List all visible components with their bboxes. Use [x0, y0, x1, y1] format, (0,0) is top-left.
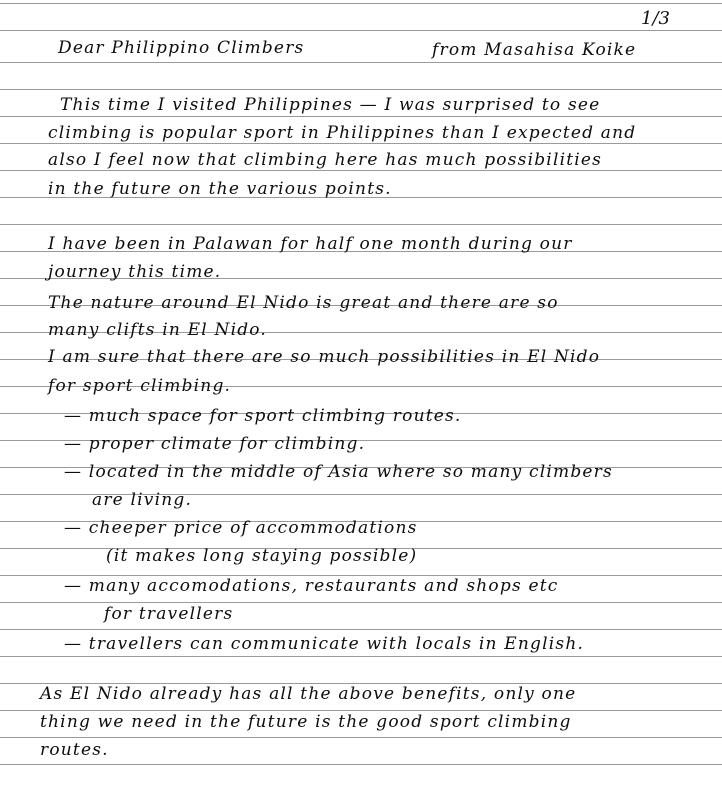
bullet-line-1: — much space for sport climbing routes. — [64, 406, 462, 426]
paragraph2-line-2: journey this time. — [48, 262, 222, 282]
paragraph1-line-2: climbing is popular sport in Philippines than I expected and — [48, 123, 637, 143]
bullet-line-5: — cheeper price of accommodations — [64, 518, 418, 538]
paragraph2-line-6: for sport climbing. — [48, 376, 232, 396]
bullet-line-3: — located in the middle of Asia where so many climbers — [64, 462, 613, 482]
paragraph1-line-1: This time I visited Philippines — I was surprised to see — [60, 95, 601, 115]
bullet-line-4: are living. — [92, 490, 193, 510]
paragraph2-line-1: I have been in Palawan for half one month during our — [48, 234, 573, 254]
page-number: 1/3 — [641, 8, 670, 29]
bullet-line-8: for travellers — [104, 604, 234, 624]
paragraph1-line-4: in the future on the various points. — [48, 179, 392, 199]
bullet-line-6: (it makes long staying possible) — [106, 546, 418, 566]
paragraph2-line-4: many clifts in El Nido. — [48, 320, 268, 340]
paragraph2-line-5: I am sure that there are so much possibilities in El Nido — [48, 347, 601, 367]
paragraph2-line-3: The nature around El Nido is great and there are so — [48, 293, 559, 313]
bullet-line-7: — many accomodations, restaurants and shops etc — [64, 576, 559, 596]
paragraph1-line-3: also I feel now that climbing here has much possibilities — [48, 150, 603, 170]
greeting: Dear Philippino Climbers — [58, 38, 305, 58]
closing-line-1: As El Nido already has all the above benefits, only one — [40, 684, 577, 704]
bullet-line-9: — travellers can communicate with locals in English. — [64, 634, 585, 654]
closing-line-2: thing we need in the future is the good sport climbing — [40, 712, 572, 732]
sender-line: from Masahisa Koike — [432, 40, 637, 60]
closing-line-3: routes. — [40, 740, 109, 760]
bullet-line-2: — proper climate for climbing. — [64, 434, 366, 454]
